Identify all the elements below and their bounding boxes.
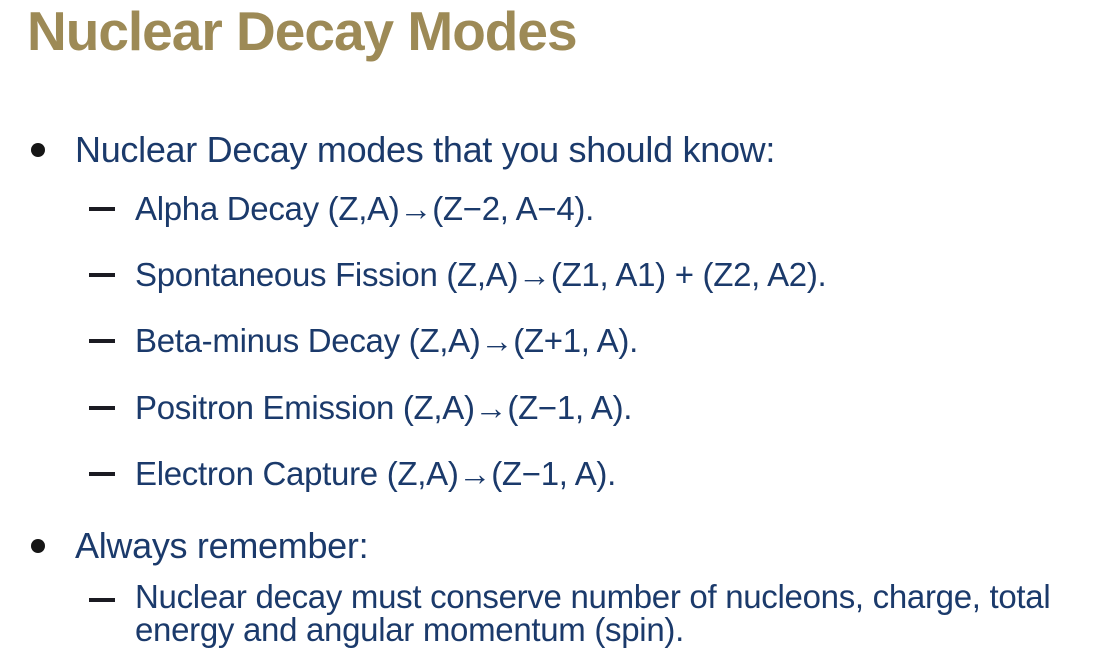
bullet-dot-icon	[31, 539, 45, 553]
bullet-dot-icon	[31, 143, 45, 157]
sub-item-conservation-rule	[0, 580, 1118, 650]
dash-marker-icon	[89, 207, 115, 211]
sub-item-electron-capture	[0, 454, 1118, 494]
sub-item-text-line2: energy and angular momentum (spin).	[135, 611, 684, 648]
sub-item-text: Alpha Decay (Z,A)→(Z−2, A−4).	[135, 190, 594, 227]
dash-marker-icon	[89, 472, 115, 476]
dash-marker-icon	[89, 339, 115, 343]
dash-marker-icon	[89, 273, 115, 277]
bullet-item-text: Always remember:	[75, 525, 369, 566]
sub-item-text	[135, 580, 1050, 646]
sub-item-positron-emission	[0, 388, 1118, 428]
sub-item-beta-minus-decay	[0, 321, 1118, 361]
sub-item-text-line1: Nuclear decay must conserve number of nucleons, charge, total	[135, 578, 1051, 615]
sub-item-text: Positron Emission (Z,A)→(Z−1, A).	[135, 389, 633, 426]
bullet-item-always-remember	[0, 522, 1118, 570]
sub-item-spontaneous-fission	[0, 255, 1118, 295]
bullet-item-text: Nuclear Decay modes that you should know:	[75, 129, 776, 170]
sub-item-text: Electron Capture (Z,A)→(Z−1, A).	[135, 455, 616, 492]
bullet-item-decay-modes	[0, 126, 1118, 174]
dash-marker-icon	[89, 406, 115, 410]
sub-item-alpha-decay	[0, 189, 1118, 229]
dash-marker-icon	[89, 598, 115, 602]
sub-item-text: Spontaneous Fission (Z,A)→(Z1, A1) + (Z2, A2).	[135, 256, 827, 293]
slide-title: Nuclear Decay Modes	[27, 0, 577, 62]
sub-item-text: Beta-minus Decay (Z,A)→(Z+1, A).	[135, 322, 638, 359]
